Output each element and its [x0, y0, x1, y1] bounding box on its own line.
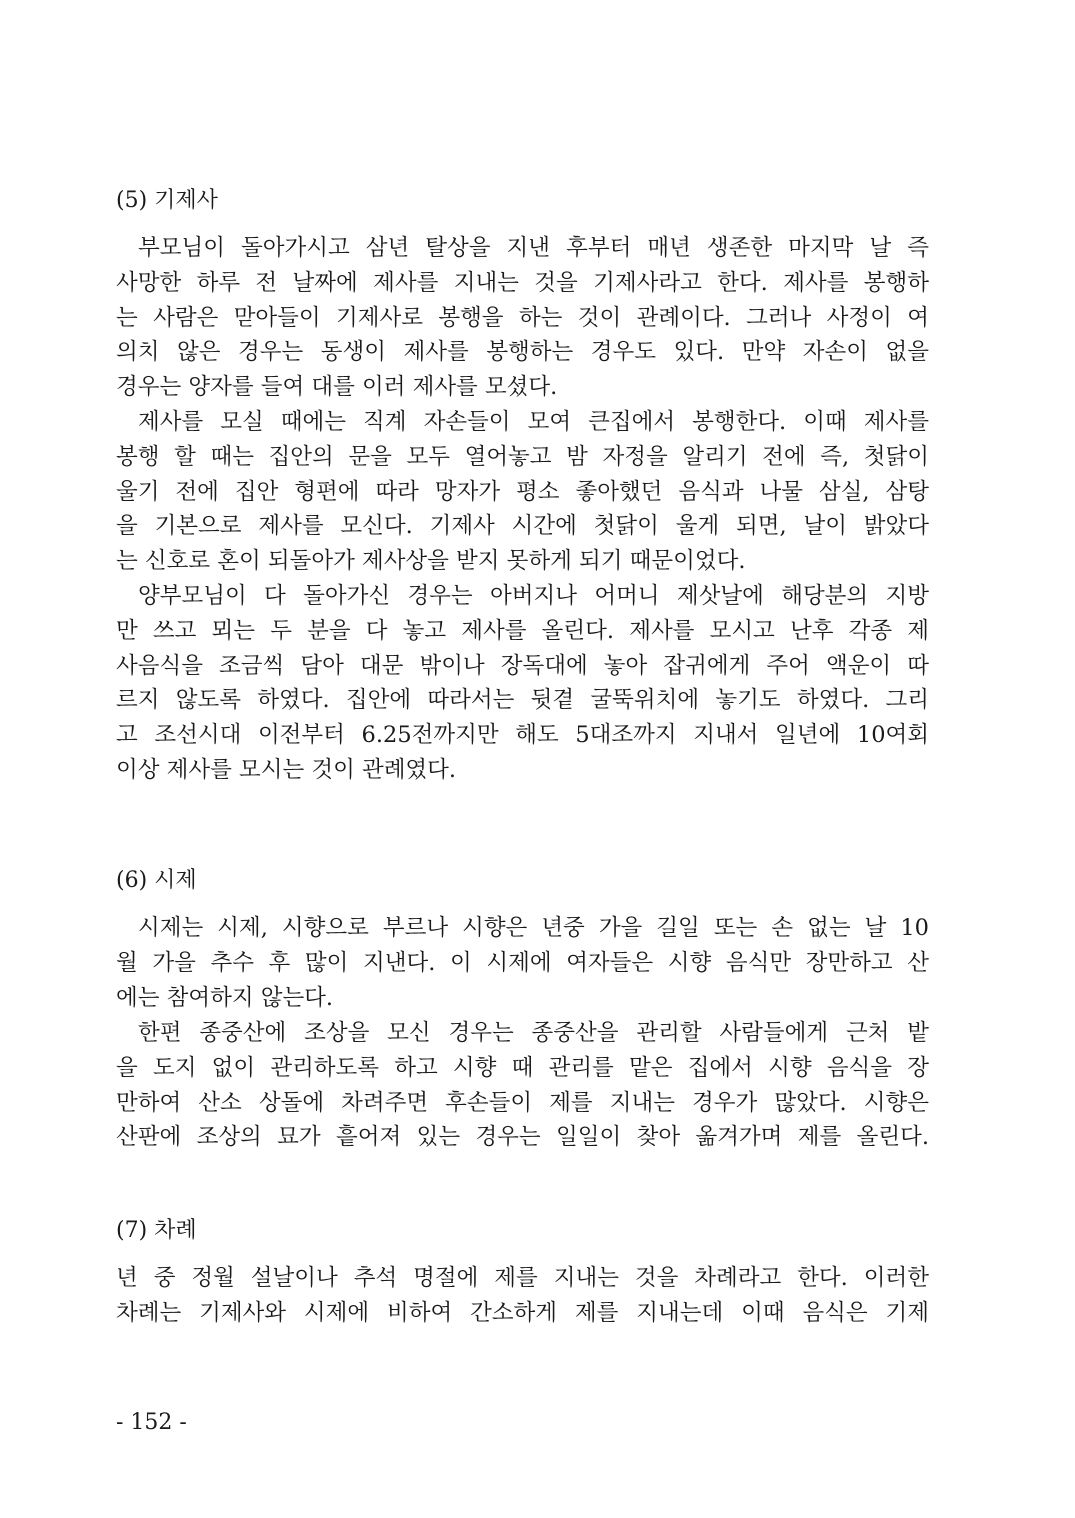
paragraph-line: 만 쓰고 뫼는 두 분을 다 놓고 제사를 올린다. 제사를 모시고 난후 각종 제 — [116, 618, 929, 644]
paragraph-line: 차례는 기제사와 시제에 비하여 간소하게 제를 지내는데 이때 음식은 기제 — [116, 1299, 929, 1326]
paragraph-line: 년 중 정월 설날이나 추석 명절에 제를 지내는 것을 차례라고 한다. 이러한 — [116, 1265, 929, 1291]
paragraph-6-2 — [116, 1016, 929, 1051]
paragraph-line: 봉행 할 때는 집안의 문을 모두 열어놓고 밤 자정을 알리기 전에 즉, 첫닭이 — [116, 444, 929, 470]
paragraph-5-1 — [116, 231, 929, 266]
paragraph-5-1-cont — [116, 266, 929, 405]
paragraph-line: 한편 종중산에 조상을 모신 경우는 종중산을 관리할 사람들에게 근처 밭 — [138, 1020, 929, 1046]
paragraph-line: 제사를 모실 때에는 직계 자손들이 모여 큰집에서 봉행한다. 이때 제사를 — [138, 409, 929, 435]
paragraph-line: 을 기본으로 제사를 모신다. 기제사 시간에 첫닭이 울게 되면, 날이 밝았다 — [116, 513, 929, 540]
paragraph-5-3 — [116, 579, 929, 614]
paragraph-line: 사음식을 조금씩 담아 대문 밖이나 장독대에 놓아 잡귀에게 주어 액운이 따 — [116, 652, 929, 679]
paragraph-line: 에는 참여하지 않는다. — [116, 984, 334, 1011]
paragraph-5-3-cont — [116, 614, 929, 788]
paragraph-line: 양부모님이 다 돌아가신 경우는 아버지나 어머니 제삿날에 해당분의 지방 — [138, 583, 929, 609]
page-number: - 152 - — [116, 1410, 187, 1435]
paragraph-5-2-cont — [116, 440, 929, 579]
paragraph-line: 이상 제사를 모시는 것이 관례였다. — [116, 756, 457, 783]
paragraph-line: 월 가을 추수 후 많이 지낸다. 이 시제에 여자들은 시향 음식만 장만하고 산 — [116, 950, 929, 976]
paragraph-6-1 — [116, 911, 929, 946]
paragraph-line: 만하여 산소 상돌에 차려주면 후손들이 제를 지내는 경우가 많았다. 시향은 — [116, 1089, 929, 1116]
section-heading-6: (6) 시제 — [116, 868, 197, 893]
paragraph-line: 울기 전에 집안 형편에 따라 망자가 평소 좋아했던 음식과 나물 삼실, 삼탕 — [116, 478, 929, 505]
paragraph-6-2-cont — [116, 1051, 929, 1155]
paragraph-line: 의치 않은 경우는 동생이 제사를 봉행하는 경우도 있다. 만약 자손이 없을 — [116, 339, 929, 366]
paragraph-line: 부모님이 돌아가시고 삼년 탈상을 지낸 후부터 매년 생존한 마지막 날 즉 — [138, 235, 929, 261]
paragraph-line: 는 신호로 혼이 되돌아가 제사상을 받지 못하게 되기 때문이었다. — [116, 548, 746, 575]
paragraph-line: 는 사람은 맏아들이 기제사로 봉행을 하는 것이 관례이다. 그러나 사정이 여 — [116, 304, 929, 331]
paragraph-6-1-cont — [116, 946, 929, 1015]
paragraph-line: 사망한 하루 전 날짜에 제사를 지내는 것을 기제사라고 한다. 제사를 봉행하 — [116, 270, 929, 296]
paragraph-line: 산판에 조상의 묘가 흩어져 있는 경우는 일일이 찾아 옮겨가며 제를 올린다. — [116, 1124, 929, 1151]
paragraph-line: 경우는 양자를 들여 대를 이러 제사를 모셨다. — [116, 374, 558, 401]
paragraph-line: 을 도지 없이 관리하도록 하고 시향 때 관리를 맡은 집에서 시향 음식을 장 — [116, 1055, 929, 1081]
paragraph-line: 시제는 시제, 시향으로 부르나 시향은 년중 가을 길일 또는 손 없는 날 10 — [138, 915, 929, 941]
paragraph-line: 르지 않도록 하였다. 집안에 따라서는 뒷곁 굴뚝위치에 놓기도 하였다. 그리 — [116, 687, 929, 714]
section-heading-5: (5) 기제사 — [116, 188, 218, 213]
paragraph-5-2 — [116, 405, 929, 440]
paragraph-line: 고 조선시대 이전부터 6.25전까지만 해도 5대조까지 지내서 일년에 10여회 — [116, 722, 929, 749]
section-heading-7: (7) 차례 — [116, 1218, 197, 1243]
paragraph-7-1 — [116, 1261, 929, 1330]
